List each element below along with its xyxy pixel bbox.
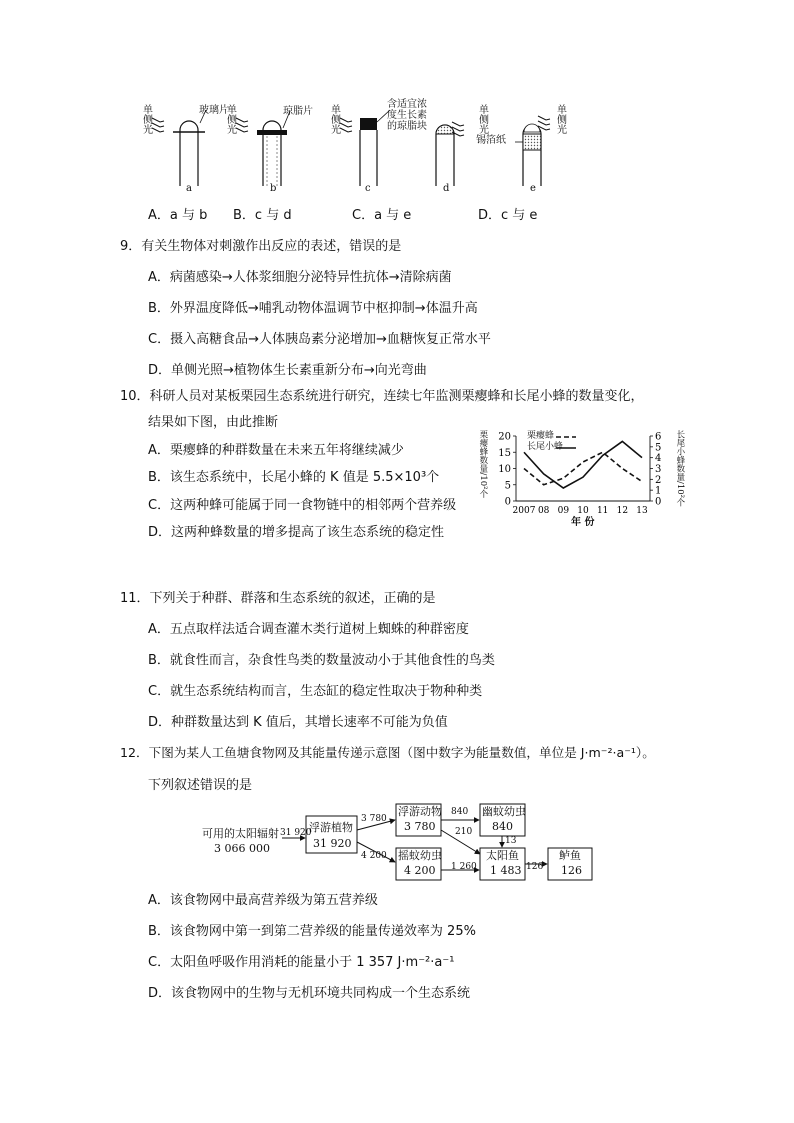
q12-option-c: C．太阳鱼呼吸作用消耗的能量小于 1 357 J·m⁻²·a⁻¹ — [148, 955, 455, 970]
seedling-e — [515, 116, 550, 186]
x-tick-label: 2007 — [512, 506, 536, 516]
phyto-name: 浮游植物 — [309, 821, 353, 834]
q11-option-a: A．五点取样法适合调查灌木类行道树上蜘蛛的种群密度 — [148, 622, 469, 637]
glass-label: 玻璃片 — [199, 105, 229, 116]
q11-stem: 11．下列关于种群、群落和生态系统的叙述，正确的是 — [120, 591, 436, 606]
zoo-value: 3 780 — [404, 820, 436, 833]
figure-letter-e: e — [530, 183, 536, 194]
light-arrows-icon — [538, 116, 550, 130]
q9-option-d: D．单侧光照→植物体生长素重新分布→向光弯曲 — [148, 363, 427, 378]
flow-210: 210 — [455, 827, 473, 837]
legend-label-torymus: 长尾小蜂 — [527, 442, 564, 452]
zoo-name: 浮游动物 — [398, 805, 442, 818]
x-tick-label: 08 — [537, 506, 550, 516]
q12-option-b: B．该食物网中第一到第二营养级的能量传递效率为 25% — [148, 924, 476, 939]
foil-label: 锡箔纸 — [476, 135, 506, 146]
y-left-tick-label: 20 — [498, 431, 511, 443]
x-tick-label: 12 — [616, 506, 629, 516]
q10-option-d: D．这两种蜂数量的增多提高了该生态系统的稳定性 — [148, 525, 445, 540]
y-left-tick-label: 15 — [498, 447, 511, 459]
chironomid-value: 4 200 — [404, 864, 436, 877]
auxin-agar-label-3: 的琼脂块 — [387, 121, 427, 132]
side-light-label-e: 单侧光 — [554, 104, 566, 134]
y-right-tick-label: 0 — [655, 496, 662, 508]
y-right-tick-label: 2 — [655, 474, 662, 486]
legend-label-chestnut-gall-wasp: 栗瘿蜂 — [527, 431, 555, 441]
phyto-value: 31 920 — [313, 837, 352, 850]
q11-option-d: D．种群数量达到 K 值后，其增长速率不可能为负值 — [148, 715, 448, 730]
figure-letter-a: a — [186, 183, 192, 194]
flow-31920: 31 920 — [280, 828, 312, 838]
flow-13: 13 — [505, 836, 517, 846]
q9-option-a: A．病菌感染→人体浆细胞分泌特异性抗体→清除病菌 — [148, 270, 452, 285]
seedling-d — [436, 122, 464, 186]
seedling-a — [152, 110, 206, 186]
sunfish-value: 1 483 — [490, 864, 522, 877]
flow-3780: 3 780 — [361, 814, 387, 824]
chaoborus-name: 幽蚊幼虫 — [482, 805, 526, 818]
q10-stem-line1: 10．科研人员对某板栗园生态系统进行研究，连续七年监测栗瘿蜂和长尾小蜂的数量变化， — [120, 389, 644, 404]
y-axis-right-label: 长尾小蜂数量/10²个 — [674, 430, 685, 507]
light-arrows-icon — [152, 118, 164, 132]
q8-option-b: B．c 与 d — [233, 208, 292, 223]
y-right-tick-label: 3 — [655, 464, 662, 475]
x-tick-label: 10 — [577, 506, 589, 516]
perch-value: 126 — [561, 864, 582, 877]
figure-letter-d: d — [443, 183, 450, 194]
flow-4200: 4 200 — [361, 851, 387, 861]
y-right-tick-label: 1 — [655, 485, 662, 497]
auxin-agar-label-1: 含适宜浓 — [387, 99, 427, 110]
light-arrows-icon — [340, 118, 352, 132]
solar-value: 3 066 000 — [214, 842, 270, 855]
y-left-tick-label: 0 — [504, 496, 511, 508]
x-tick-label: 13 — [636, 506, 648, 516]
x-tick-label: 11 — [596, 506, 609, 516]
seedling-c — [340, 110, 390, 186]
q10-stem-line2: 结果如下图，由此推断 — [148, 415, 279, 430]
agar-label: 琼脂片 — [283, 106, 313, 117]
flow-840: 840 — [451, 807, 469, 817]
q10-option-a: A．栗瘿蜂的种群数量在未来五年将继续减少 — [148, 443, 404, 458]
side-light-label-b: 单侧光 — [224, 104, 236, 134]
q9-option-b: B．外界温度降低→哺乳动物体温调节中枢抑制→体温升高 — [148, 301, 478, 316]
seedling-b — [236, 111, 290, 186]
q11-option-c: C．就生态系统结构而言，生态缸的稳定性取决于物种种类 — [148, 684, 483, 699]
x-axis-label: 年 份 — [571, 517, 595, 528]
q12-stem-line2: 下列叙述错误的是 — [148, 778, 253, 793]
y-axis-left-label: 栗瘿蜂数量/10²个 — [477, 430, 488, 499]
series-chestnut-gall-wasp-line — [524, 452, 642, 485]
flow-126: 126 — [526, 862, 544, 872]
q9-stem: 9．有关生物体对刺激作出反应的表述，错误的是 — [120, 239, 402, 254]
sunfish-name: 太阳鱼 — [486, 849, 519, 862]
q12-stem-line1: 12．下图为某人工鱼塘食物网及其能量传递示意图（图中数字为能量数值，单位是 J·m⁻²·a⁻¹）。 — [120, 745, 655, 760]
y-right-tick-label: 6 — [655, 431, 662, 443]
q12-option-a: A．该食物网中最高营养级为第五营养级 — [148, 893, 378, 908]
side-light-label-c: 单侧光 — [328, 104, 340, 134]
q8-option-c: C．a 与 e — [352, 208, 412, 223]
figure-letter-c: c — [365, 183, 371, 194]
chaoborus-value: 840 — [492, 820, 513, 833]
light-arrows-icon — [236, 118, 248, 132]
side-light-label-d: 单侧光 — [476, 104, 488, 134]
q11-option-b: B．就食性而言，杂食性鸟类的数量波动小于其他食性的鸟类 — [148, 653, 495, 668]
q8-option-d: D．c 与 e — [478, 208, 538, 223]
auxin-agar-label-2: 度生长素 — [387, 110, 427, 121]
y-right-tick-label: 4 — [655, 453, 662, 465]
chironomid-name: 摇蚊幼虫 — [398, 849, 442, 862]
q8-option-a: A．a 与 b — [148, 208, 208, 223]
perch-name: 鲈鱼 — [559, 849, 581, 862]
solar-label: 可用的太阳辐射 — [202, 827, 279, 840]
y-left-tick-label: 10 — [498, 464, 511, 475]
q10-option-c: C．这两种蜂可能属于同一食物链中的相邻两个营养级 — [148, 498, 457, 513]
flow-1260: 1 260 — [451, 862, 477, 872]
x-tick-label: 09 — [557, 506, 570, 516]
q12-option-d: D．该食物网中的生物与无机环境共同构成一个生态系统 — [148, 986, 471, 1001]
q9-option-c: C．摄入高糖食品→人体胰岛素分泌增加→血糖恢复正常水平 — [148, 332, 491, 347]
q10-option-b: B．该生态系统中，长尾小蜂的 K 值是 5.5×10³个 — [148, 470, 440, 485]
y-right-tick-label: 5 — [655, 442, 662, 454]
figure-letter-b: b — [270, 183, 277, 194]
side-light-label-a: 单侧光 — [140, 104, 152, 134]
y-left-tick-label: 5 — [504, 480, 511, 492]
